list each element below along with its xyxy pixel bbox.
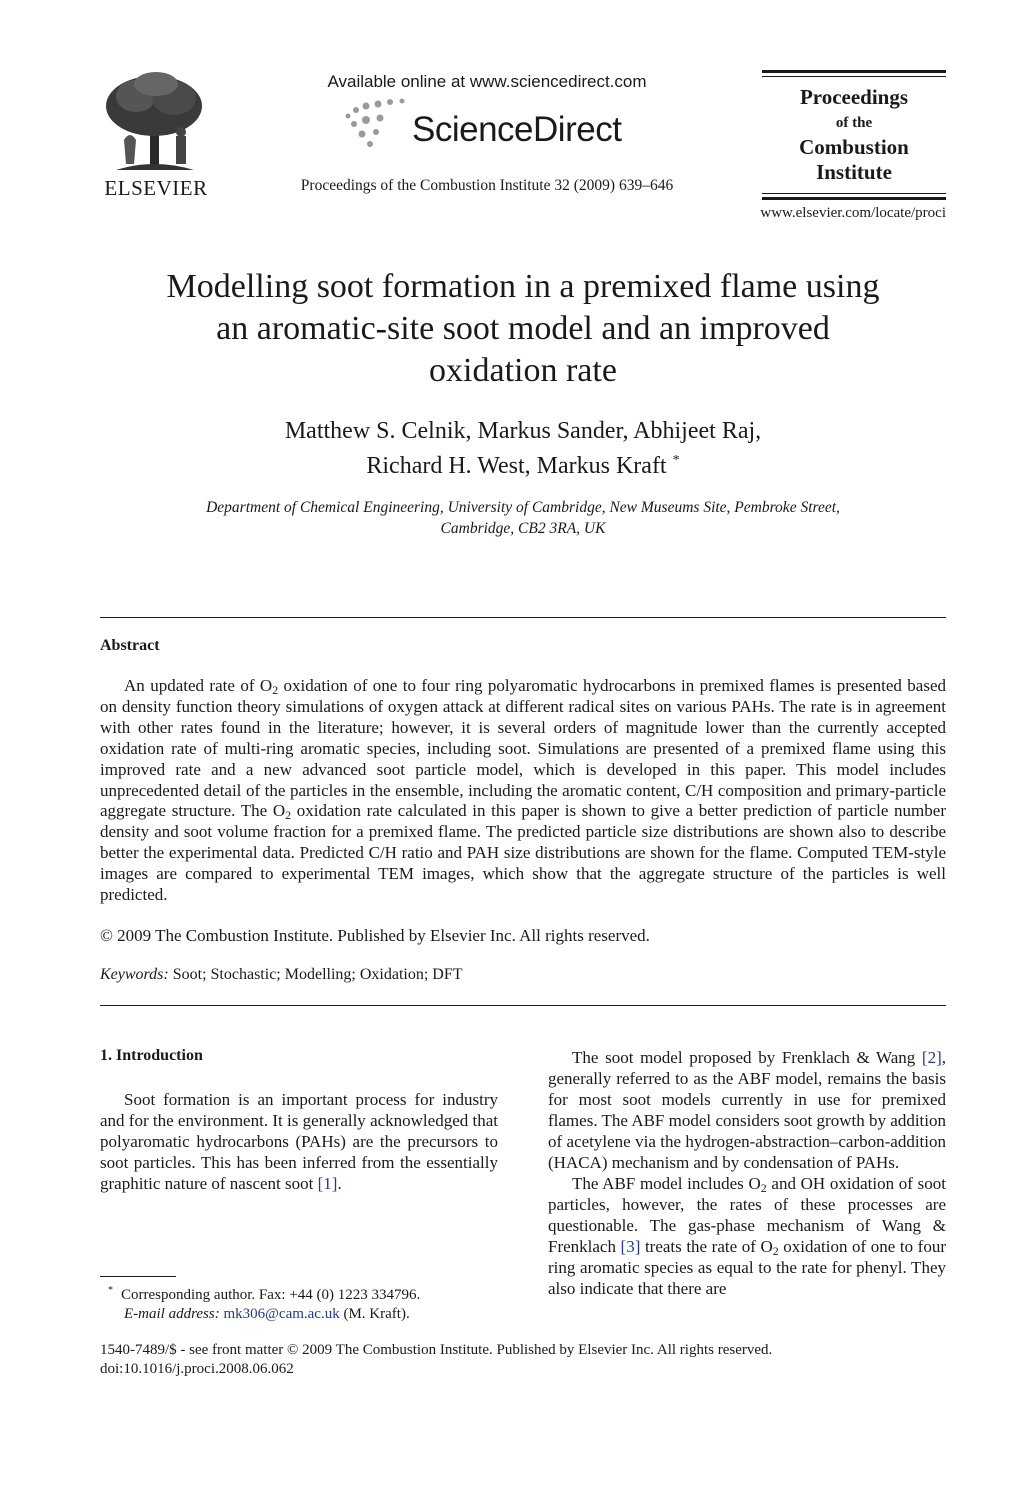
email-suffix: (M. Kraft). — [339, 1306, 410, 1322]
title-line: oxidation rate — [429, 352, 617, 389]
affiliation-line: Cambridge, CB2 3RA, UK — [440, 520, 606, 537]
keywords — [100, 966, 463, 984]
abstract-heading: Abstract — [100, 637, 160, 654]
footnote-text: Corresponding author. Fax: +44 (0) 1223 334796. — [121, 1287, 421, 1303]
abstract-text: oxidation rate calculated in this paper is shown to give a better prediction of particle number density and soot volume fraction for a premixed flame. The predicted particle size distributions are shown also to describe better the experimental data. Predicted C/H ratio and PAH size distributions are shown for the flame. Computed TEM-style images are compared to experimental TEM images, which show that the aggregate structure of the particles is well predicted. — [100, 801, 946, 905]
corresponding-mark: * — [672, 453, 680, 468]
footnote-line — [100, 1281, 510, 1305]
journal-box-line: of the — [835, 115, 873, 131]
subscript: 2 — [285, 808, 292, 823]
author-list — [100, 416, 946, 481]
author-names: Richard H. West, Markus Kraft — [366, 453, 667, 479]
right-column — [548, 1047, 946, 1299]
footnote — [100, 1281, 510, 1324]
paragraph-text: treats the rate of O — [640, 1237, 773, 1256]
platform-name: ScienceDirect — [412, 110, 622, 149]
email-label: E-mail address: — [124, 1306, 220, 1322]
front-matter-line: 1540-7489/$ - see front matter © 2009 The Combustion Institute. Published by Elsevier Inc. All rights reserved. — [100, 1342, 773, 1358]
paragraph-text: . — [337, 1174, 342, 1193]
paragraph-text: oxidation of one to four ring aromatic species as equal to the rate for phenyl. They also indicate that there are — [548, 1237, 946, 1298]
divider — [100, 1005, 946, 1006]
doi-line: doi:10.1016/j.proci.2008.06.062 — [100, 1361, 294, 1377]
keywords-text: Soot; Stochastic; Modelling; Oxidation; DFT — [168, 966, 463, 983]
subscript: 2 — [772, 1243, 779, 1258]
citation-link[interactable]: [3] — [620, 1237, 641, 1256]
publisher-name: ELSEVIER — [104, 176, 208, 200]
subscript: 2 — [272, 682, 279, 697]
citation-link[interactable]: [2] — [921, 1048, 942, 1067]
paragraph-text: and OH oxidation of soot particles, however, the rates of these processes are questionable. The gas-phase mechanism of Wang & Frenklach — [548, 1174, 946, 1256]
citation-link[interactable]: [1] — [317, 1174, 338, 1193]
paragraph-text: , generally referred to as the ABF model, remains the basis for most soot models currently in use for premixed flames. The ABF model considers soot growth by addition of acetylene via the hydrogen-abstraction–carbon-addition (HACA) mechanism and by condensation of PAHs. — [548, 1048, 946, 1172]
front-matter-info — [100, 1341, 946, 1379]
journal-citation: Proceedings of the Combustion Institute 32 (2009) 639–646 — [300, 177, 674, 194]
email-link[interactable]: mk306@cam.ac.uk — [223, 1306, 340, 1322]
subscript: 2 — [760, 1180, 767, 1195]
abstract-text: oxidation of one to four ring polyaromatic hydrocarbons in premixed flames is presented based on density function theory simulations of oxygen attack at different radical sites on various PAHs. The rate is in agreement with other rates found in the literature; however, it is several orders of magnitude lower than the currently accepted oxidation rate of multi-ring aromatic species, including soot. Simulations are presented of a premixed flame using this improved rate and a new advanced soot particle model, which is developed in this paper. This model includes unprecedented detail of the particles in the ensemble, including the aromatic content, C/H composition and primary-particle aggregate structure. The O — [100, 676, 946, 821]
intro-paragraph — [100, 1089, 498, 1194]
title-line: Modelling soot formation in a premixed flame using — [166, 268, 880, 305]
affiliation-line: Department of Chemical Engineering, University of Cambridge, New Museums Site, Pembroke Street, — [206, 499, 840, 516]
footnote-mark: * — [108, 1285, 113, 1296]
divider — [100, 617, 946, 618]
journal-url: www.elsevier.com/locate/proci — [760, 205, 946, 221]
affiliation — [100, 497, 946, 539]
paragraph-text: Soot formation is an important process for industry and for the environment. It is generally acknowledged that polyaromatic hydrocarbons (PAHs) are the precursors to soot particles. This has been inferred from the essentially graphitic nature of nascent soot — [100, 1090, 498, 1193]
keywords-label: Keywords: — [100, 966, 169, 983]
journal-box-line: Proceedings — [799, 85, 909, 109]
title-line: an aromatic-site soot model and an improved — [216, 310, 830, 347]
abstract-body — [100, 676, 946, 906]
journal-title-box — [762, 70, 946, 200]
author-line — [100, 446, 946, 481]
paragraph-text: The ABF model includes O — [572, 1174, 761, 1193]
journal-box-line: Combustion — [799, 135, 909, 159]
abstract-copyright: © 2009 The Combustion Institute. Published by Elsevier Inc. All rights reserved. — [100, 926, 650, 945]
journal-box-line: Institute — [816, 160, 892, 184]
section-heading: 1. Introduction — [100, 1047, 203, 1064]
author-line: Matthew S. Celnik, Markus Sander, Abhijeet Raj, — [284, 418, 762, 444]
footnote-divider — [100, 1276, 176, 1277]
footnote-line — [100, 1305, 510, 1324]
paper-title — [100, 266, 946, 392]
available-online-text: Available online at www.sciencedirect.com — [327, 72, 647, 91]
abstract-text: An updated rate of O — [124, 676, 273, 695]
paragraph-text: The soot model proposed by Frenklach & Wang — [572, 1048, 922, 1067]
